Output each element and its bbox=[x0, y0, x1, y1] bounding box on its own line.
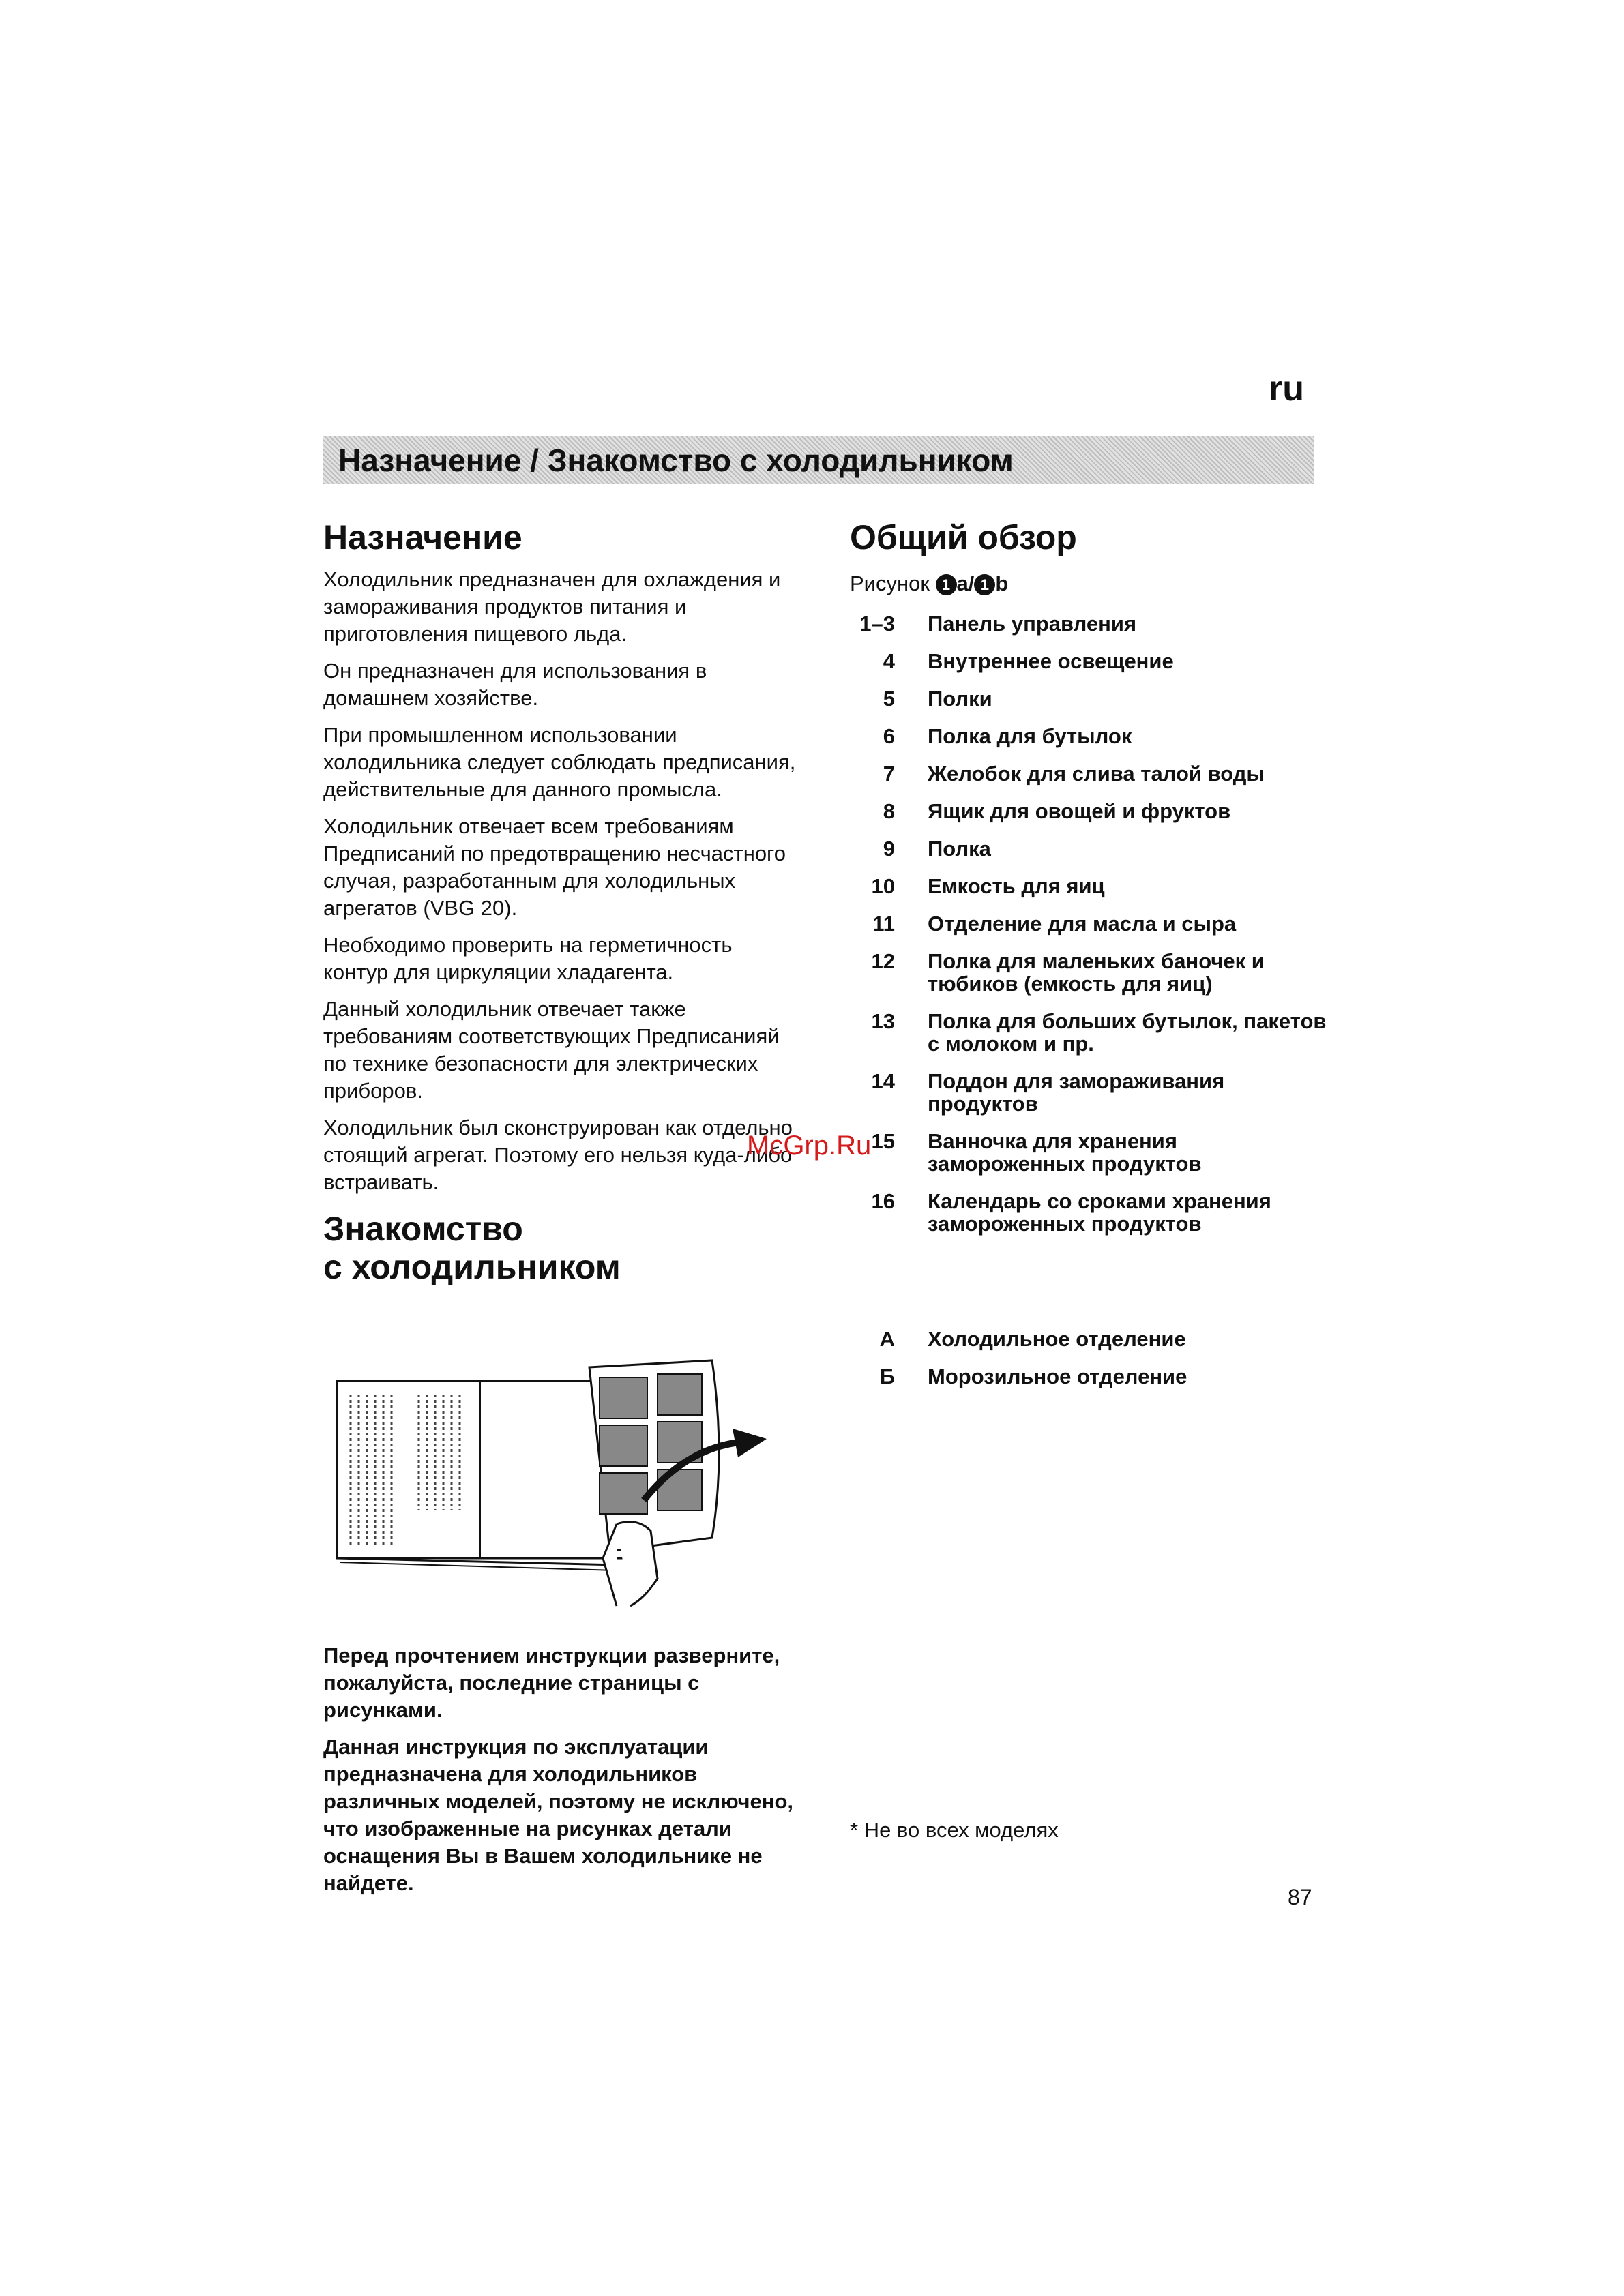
item-number: 11 bbox=[872, 912, 895, 936]
list-item bbox=[850, 1190, 1327, 1235]
item-number: 14 bbox=[871, 1069, 895, 1093]
list-item bbox=[850, 650, 1327, 672]
item-text: Календарь со сроками хранения замороженных продуктов bbox=[928, 1189, 1271, 1236]
left-column-top bbox=[323, 518, 801, 1286]
item-text: Полка для маленьких баночек и тюбиков (емкость для яиц) bbox=[928, 949, 1265, 996]
paragraph-3: При промышленном использовании холодильника следует соблюдать предписания, действительные для данного промысла. bbox=[323, 723, 796, 801]
item-number: 8 bbox=[883, 799, 895, 823]
item-number: 13 bbox=[871, 1009, 895, 1033]
item-number: 6 bbox=[883, 724, 895, 748]
item-number: 1–3 bbox=[859, 612, 895, 636]
language-label: ru bbox=[1269, 369, 1304, 408]
heading-overview: Общий обзор bbox=[850, 518, 1077, 556]
heading-intro bbox=[323, 1210, 801, 1286]
list-item-letter bbox=[850, 1328, 1327, 1350]
item-number: 15 bbox=[871, 1129, 895, 1153]
item-text: Полки bbox=[928, 687, 992, 711]
item-text: Полка для бутылок bbox=[928, 724, 1132, 748]
list-item bbox=[850, 725, 1327, 747]
figure-number-badge: 1 bbox=[936, 574, 957, 595]
heading-purpose: Назначение bbox=[323, 518, 522, 556]
list-item bbox=[850, 950, 1327, 995]
paragraph-4: Холодильник отвечает всем требованиям Предписаний по предотвращению несчастного случая, разработанным для холодильных агрегатов (VBG 20). bbox=[323, 814, 786, 920]
page-number: 87 bbox=[1288, 1885, 1312, 1909]
figure-reference bbox=[850, 571, 1327, 596]
heading-intro-line1: Знакомство bbox=[323, 1210, 523, 1248]
bold-note-2: Данная инструкция по эксплуатации предназначена для холодильников различных моделей, поэтому не исключено, что изображенные на рисунках детали оснащения Вы в Вашем холодильнике не найдете. bbox=[323, 1735, 794, 1895]
item-number: 16 bbox=[871, 1189, 895, 1213]
item-number: 4 bbox=[883, 649, 895, 673]
list-item bbox=[850, 875, 1327, 897]
figure-number-badge-2: 1 bbox=[974, 574, 995, 595]
list-item bbox=[850, 1130, 1327, 1175]
item-number: 12 bbox=[871, 949, 895, 973]
figure-b-label: b bbox=[995, 571, 1009, 595]
paragraph-6: Данный холодильник отвечает также требованиям соответствующих Предписанияй по технике безопасности для электрических приборов. bbox=[323, 997, 780, 1103]
list-item bbox=[850, 612, 1327, 635]
item-text: Ванночка для хранения замороженных продуктов bbox=[928, 1129, 1202, 1176]
section-banner bbox=[323, 436, 1314, 484]
list-item bbox=[850, 1010, 1327, 1055]
item-letter: А bbox=[879, 1327, 895, 1351]
list-item bbox=[850, 762, 1327, 785]
watermark: McGrp.Ru bbox=[747, 1131, 872, 1161]
item-number: 7 bbox=[883, 762, 895, 786]
item-text: Отделение для масла и сыра bbox=[928, 912, 1237, 936]
item-text: Морозильное отделение bbox=[928, 1365, 1187, 1388]
heading-intro-line2: с холодильником bbox=[323, 1248, 621, 1286]
list-item bbox=[850, 912, 1327, 935]
item-text: Полка для больших бутылок, пакетов с молоком и пр. bbox=[928, 1009, 1327, 1056]
right-column-header bbox=[850, 518, 1327, 596]
banner-title: Назначение / Знакомство с холодильником bbox=[338, 443, 1014, 478]
item-text: Желобок для слива талой воды bbox=[928, 762, 1265, 786]
item-text: Холодильное отделение bbox=[928, 1327, 1186, 1351]
item-number: 9 bbox=[883, 837, 895, 861]
item-number: 5 bbox=[883, 687, 895, 711]
bold-note-1: Перед прочтением инструкции разверните, пожалуйста, последние страницы с рисунками. bbox=[323, 1643, 780, 1722]
list-item bbox=[850, 800, 1327, 822]
left-column-bottom bbox=[323, 1642, 801, 1907]
paragraph-2: Он предназначен для использования в домашнем хозяйстве. bbox=[323, 659, 707, 710]
list-item bbox=[850, 1070, 1327, 1115]
manual-fold-out-illustration bbox=[330, 1354, 780, 1613]
footnote: * Не во всех моделях bbox=[850, 1818, 1059, 1842]
item-letter: Б bbox=[879, 1365, 895, 1388]
figure-prefix: Рисунок bbox=[850, 571, 930, 595]
item-text: Панель управления bbox=[928, 612, 1137, 636]
item-text: Внутреннее освещение bbox=[928, 649, 1174, 673]
item-number: 10 bbox=[871, 874, 895, 898]
paragraph-5: Необходимо проверить на герметичность контур для циркуляции хладагента. bbox=[323, 933, 733, 984]
figure-a-label: a/ bbox=[956, 571, 975, 595]
item-text: Емкость для яиц bbox=[928, 874, 1105, 898]
parts-list bbox=[850, 612, 1327, 1403]
paragraph-1: Холодильник предназначен для охлаждения и замораживания продуктов питания и приготовления пищевого льда. bbox=[323, 567, 781, 646]
item-text: Ящик для овощей и фруктов bbox=[928, 799, 1231, 823]
item-text: Поддон для замораживания продуктов bbox=[928, 1069, 1225, 1116]
item-text: Полка bbox=[928, 837, 991, 861]
list-item bbox=[850, 837, 1327, 860]
list-item-letter bbox=[850, 1365, 1327, 1388]
paragraph-7: Холодильник был сконструирован как отдельно стоящий агрегат. Поэтому его нельзя куда-либо встраивать. bbox=[323, 1116, 793, 1194]
list-item bbox=[850, 687, 1327, 710]
